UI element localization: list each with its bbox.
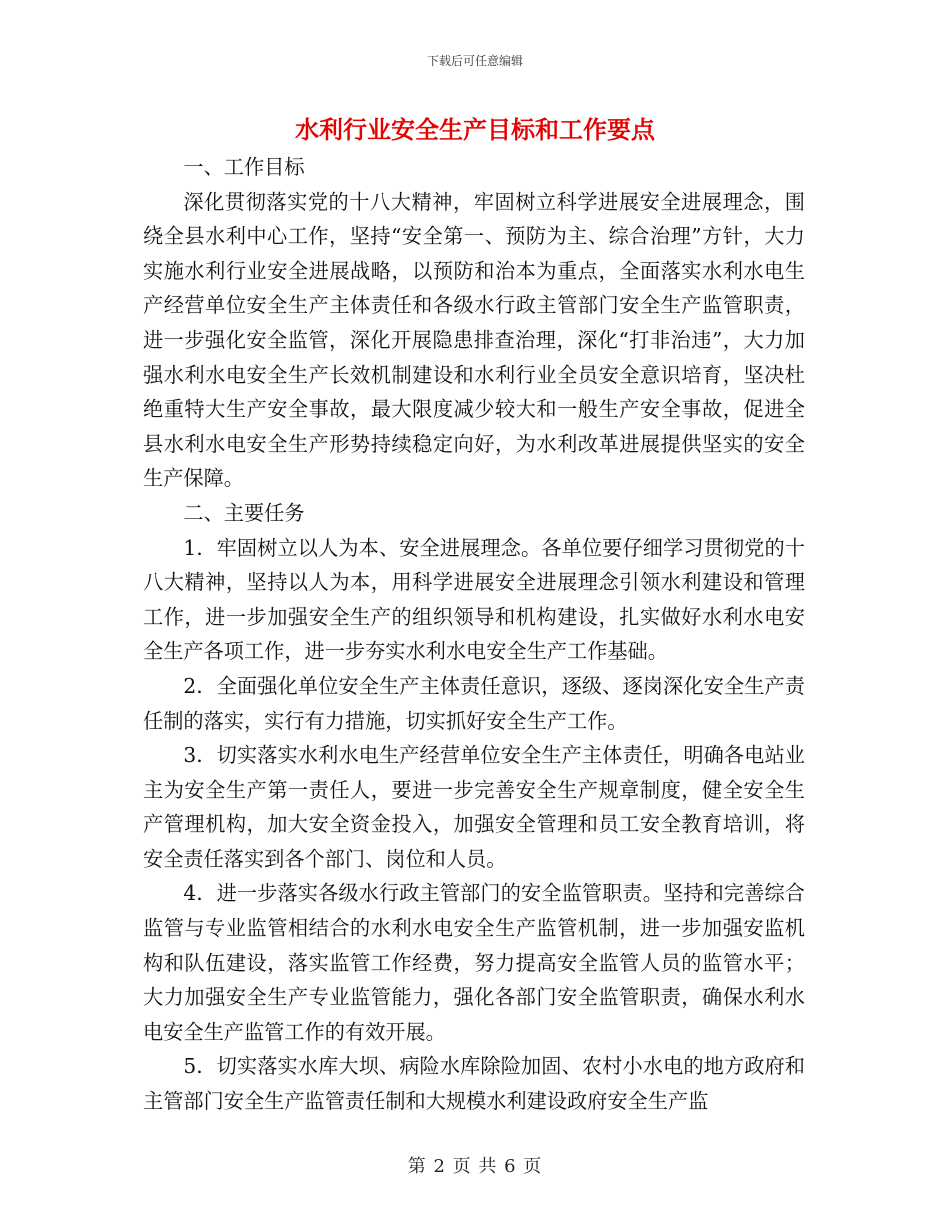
section-heading-goals: 一、工作目标 — [183, 155, 305, 179]
task-item-1: 1．牢固树立以人为本、安全进展理念。各单位要仔细学习贯彻党的十八大精神，坚持以人为本，用科学进展安全进展理念引领水利建设和管理工作，进一步加强安全生产的组织领导和机构建设，扎实做好水利水电安全生产各项工作，进一步夯实水利水电安全生产工作基础。 — [143, 535, 805, 664]
page-number-footer: 第 2 页 共 6 页 — [407, 1156, 543, 1177]
section-heading-tasks: 二、主要任务 — [183, 500, 305, 525]
task-item-4: 4．进一步落实各级水行政主管部门的安全监管职责。坚持和完善综合监管与专业监管相结合的水利水电安全生产监管机制，进一步加强安监机构和队伍建设，落实监管工作经费，努力提高安全监管人员的监管水平；大力加强安全生产专业监管能力，强化各部门安全监管职责，确保水利水电安全生产监管工作的有效开展。 — [143, 881, 805, 1044]
document-title: 水利行业安全生产目标和工作要点 — [295, 116, 655, 144]
task-item-5: 5．切实落实水库大坝、病险水库除险加固、农村小水电的地方政府和主管部门安全生产监管责任制和大规模水利建设政府安全生产监 — [143, 1054, 805, 1114]
task-item-2: 2．全面强化单位安全生产主体责任意识，逐级、逐岗深化安全生产责任制的落实，实行有力措施，切实抓好安全生产工作。 — [143, 673, 805, 733]
goals-paragraph: 深化贯彻落实党的十八大精神，牢固树立科学进展安全进展理念，围绕全县水利中心工作，坚持“安全第一、预防为主、综合治理”方针，大力实施水利行业安全进展战略，以预防和治本为重点，全面落实水利水电生产经营单位安全生产主体责任和各级水行政主管部门安全生产监管职责，进一步强化安全监管，深化开展隐患排查治理，深化“打非治违”，大力加强水利水电安全生产长效机制建设和水利行业全员安全意识培育，坚决杜绝重特大生产安全事故，最大限度减少较大和一般生产安全事故，促进全县水利水电安全生产形势持续稳定向好，为水利改革进展提供坚实的安全生产保障。 — [143, 189, 805, 491]
document-body — [143, 150, 805, 1119]
task-item-3: 3．切实落实水利水电生产经营单位安全生产主体责任，明确各电站业主为安全生产第一责任人，要进一步完善安全生产规章制度，健全安全生产管理机构，加大安全资金投入，加强安全管理和员工安全教育培训，将安全责任落实到各个部门、岗位和人员。 — [143, 743, 805, 871]
header-note: 下载后可任意编辑 — [426, 54, 523, 68]
